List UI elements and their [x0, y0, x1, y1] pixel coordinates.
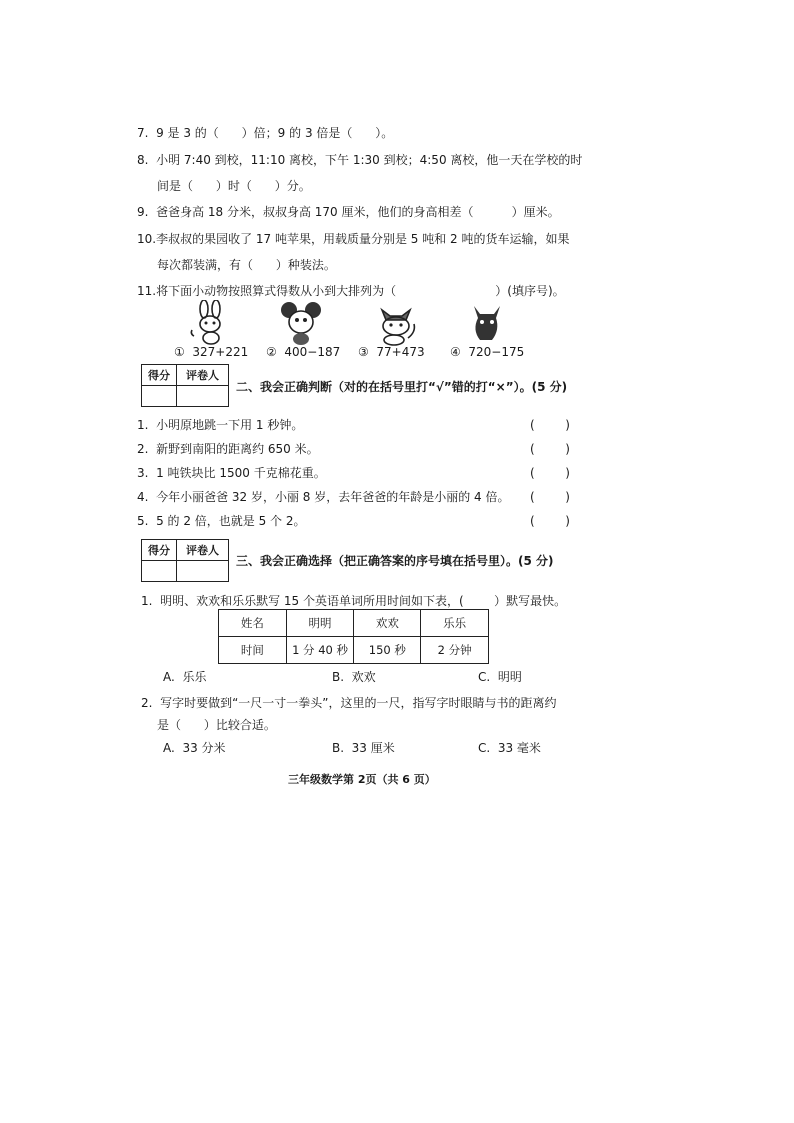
page-footer: 三年级数学第 2页（共 6 页） [288, 773, 436, 786]
table-cell: 2 分钟 [421, 637, 489, 664]
grader-cell[interactable] [177, 386, 229, 407]
squirrel-icon [466, 300, 508, 346]
table-cell: 时间 [219, 637, 287, 664]
cat-icon [372, 302, 420, 346]
question-10-line2: 每次都装满，有（ ）种装法。 [157, 258, 336, 272]
animal-label-1: ① 327+221 [174, 345, 249, 359]
grader-cell[interactable] [177, 561, 229, 582]
q1-option-c: C. 明明 [478, 670, 522, 684]
q1-option-a: A. 乐乐 [163, 670, 207, 684]
section3-title: 三、我会正确选择（把正确答案的序号填在括号里）。(5 分) [236, 554, 554, 568]
question-8-line1: 8. 小明 7:40 到校，11:10 离校，下午 1:30 到校；4:50 离校，他一天在学校的时 [137, 153, 583, 167]
score-cell[interactable] [142, 561, 177, 582]
answer-paren-1[interactable]: ( ) [530, 418, 570, 432]
answer-paren-3[interactable]: ( ) [530, 466, 570, 480]
table-header-name: 姓名 [219, 610, 287, 637]
table-cell: 1 分 40 秒 [286, 637, 354, 664]
question-8-line2: 间是（ ）时（ ）分。 [157, 179, 311, 193]
table-row [219, 610, 489, 637]
judge-item-4: 4. 今年小丽爸爸 32 岁，小丽 8 岁，去年爸爸的年龄是小丽的 4 倍。 [137, 490, 510, 504]
score-box-section2 [141, 364, 229, 407]
animal-label-2: ② 400−187 [266, 345, 341, 359]
question-11: 11.将下面小动物按照算式得数从小到大排列为（ ）(填序号)。 [137, 284, 565, 298]
table-cell: 150 秒 [354, 637, 421, 664]
score-cell[interactable] [142, 386, 177, 407]
mouse-icon [278, 300, 324, 346]
score-box-section3 [141, 539, 229, 582]
section2-title: 二、我会正确判断（对的在括号里打“√”错的打“×”）。(5 分) [236, 380, 568, 394]
question-9: 9. 爸爸身高 18 分米，叔叔身高 170 厘米，他们的身高相差（ ）厘米。 [137, 205, 560, 219]
question-7: 7. 9 是 3 的（ ）倍；9 的 3 倍是（ ）。 [137, 126, 394, 140]
question-10-line1: 10.李叔叔的果园收了 17 吨苹果，用载质量分别是 5 吨和 2 吨的货车运输，如果 [137, 232, 570, 246]
animal-label-3: ③ 77+473 [358, 345, 425, 359]
time-table [218, 609, 489, 664]
q2-option-c: C. 33 毫米 [478, 741, 541, 755]
animal-label-4: ④ 720−175 [450, 345, 525, 359]
judge-item-5: 5. 5 的 2 倍，也就是 5 个 2。 [137, 514, 306, 528]
grader-label: 评卷人 [177, 365, 229, 386]
answer-paren-2[interactable]: ( ) [530, 442, 570, 456]
answer-paren-5[interactable]: ( ) [530, 514, 570, 528]
score-label: 得分 [142, 365, 177, 386]
table-row [219, 637, 489, 664]
choice-question-2-line1: 2. 写字时要做到“一尺一寸一拳头”，这里的一尺，指写字时眼睛与书的距离约 [141, 696, 557, 710]
judge-item-2: 2. 新野到南阳的距离约 650 米。 [137, 442, 319, 456]
choice-question-1: 1. 明明、欢欢和乐乐默写 15 个英语单词所用时间如下表，( ）默写最快。 [141, 594, 567, 608]
table-header-mingming: 明明 [286, 610, 354, 637]
table-header-lele: 乐乐 [421, 610, 489, 637]
q1-option-b: B. 欢欢 [332, 670, 376, 684]
q2-option-a: A. 33 分米 [163, 741, 226, 755]
q2-option-b: B. 33 厘米 [332, 741, 395, 755]
judge-item-1: 1. 小明原地跳一下用 1 秒钟。 [137, 418, 304, 432]
grader-label: 评卷人 [177, 540, 229, 561]
judge-item-3: 3. 1 吨铁块比 1500 千克棉花重。 [137, 466, 326, 480]
score-label: 得分 [142, 540, 177, 561]
table-header-huanhuan: 欢欢 [354, 610, 421, 637]
choice-question-2-line2: 是（ ）比较合适。 [157, 718, 276, 732]
answer-paren-4[interactable]: ( ) [530, 490, 570, 504]
rabbit-icon [186, 300, 236, 346]
